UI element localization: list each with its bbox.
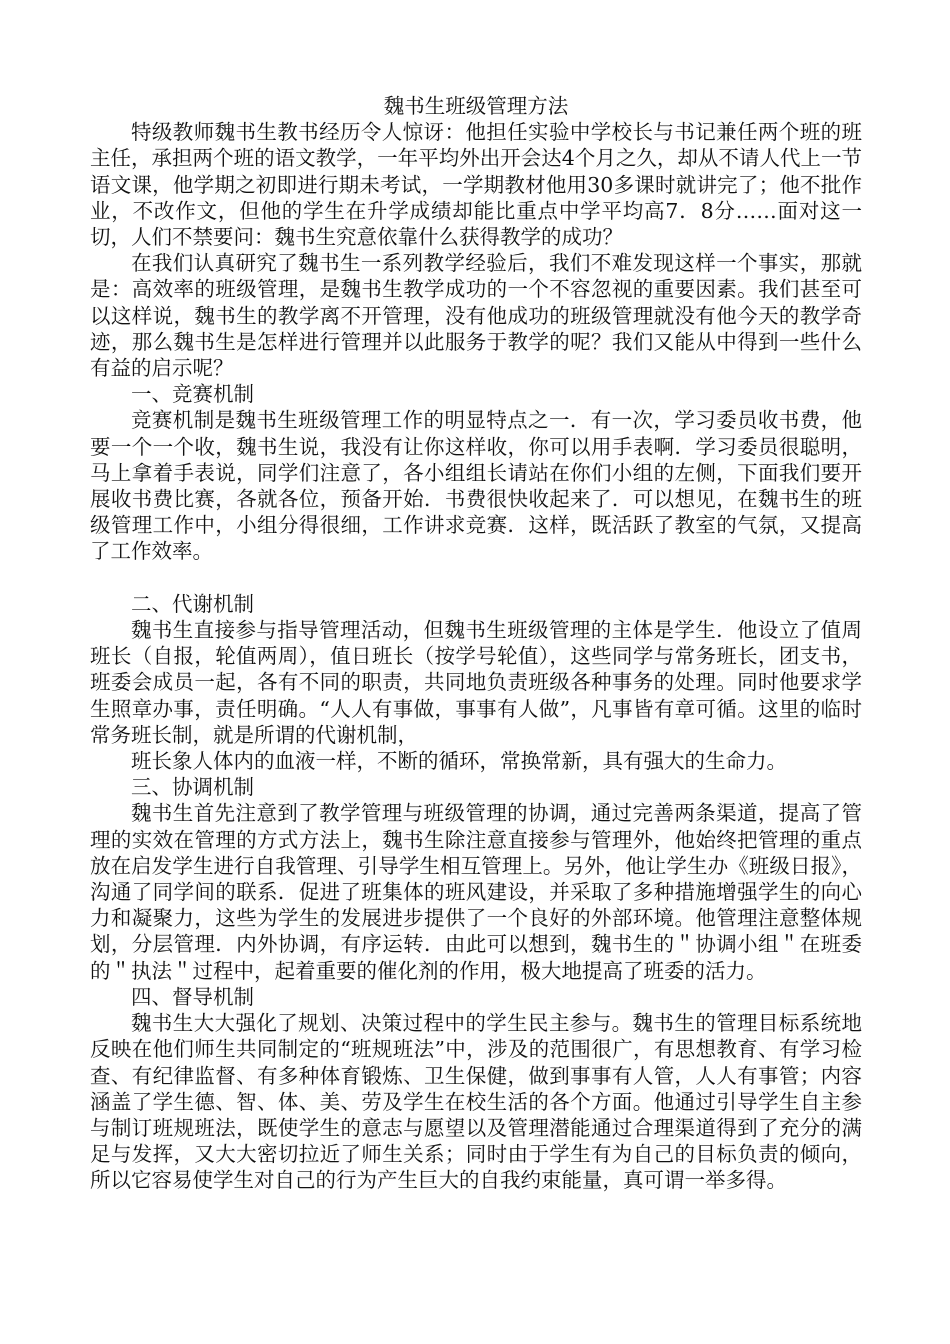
- blank-line: [90, 565, 862, 591]
- intro-paragraph-1: 特级教师魏书生教书经历令人惊讶：他担任实验中学校长与书记兼任两个班的班主任，承担两个班的语文教学，一年平均外出开会达4个月之久，却从不请人代上一节语文课，他学期之初即进行期未考试，一学期教材他用30多课时就讲完了；他不批作业，不改作文，但他的学生在升学成绩却能比重点中学平均高7．8分……面对这一切，人们不禁要问：魏书生究意依靠什么获得教学的成功？: [90, 120, 862, 250]
- section-metabolism-paragraph-2: 班长象人体内的血液一样，不断的循环，常换常新，具有强大的生命力。: [131, 749, 787, 774]
- section-competition-paragraph-1: 竞赛机制是魏书生班级管理工作的明显特点之一．有一次，学习委员收书费，他要一个一个收，魏书生说，我没有让你这样收，你可以用手表啊．学习委员很聪明，马上拿着手表说，同学们注意了，各小组组长请站在你们小组的左侧，下面我们要开展收书费比赛，各就各位，预备开始．书费很快收起来了．可以想见，在魏书生的班级管理工作中，小组分得很细，工作讲求竞赛．这样，既活跃了教室的气氛，又提高了工作效率。: [90, 408, 862, 564]
- section-supervision-paragraph-1: 魏书生大大强化了规划、决策过程中的学生民主参与。魏书生的管理目标系统地反映在他们师生共同制定的“班规班法”中，涉及的范围很广，有思想教育、有学习检查、有纪律监督、有多种体育锻炼、卫生保健，做到事事有人管，人人有事管；内容涵盖了学生德、智、体、美、劳及学生在校生活的各个方面。他通过引导学生自主参与制订班规班法，既使学生的意志与愿望以及管理潜能通过合理渠道得到了充分的满足与发挥，又大大密切拉近了师生关系；同时由于学生有为自己的目标负责的倾向，所以它容易使学生对自己的行为产生巨大的自我约束能量，真可谓一举多得。: [90, 1011, 862, 1193]
- section-metabolism-paragraph-1: 魏书生直接参与指导管理活动，但魏书生班级管理的主体是学生．他设立了值周班长（自报，轮值两周），值日班长（按学号轮值），这些同学与常务班长，团支书，班委会成员一起，各有不同的职责，共同地负责班级各种事务的处理。同时他要求学生照章办事，责任明确。“人人有事做，事事有人做”，凡事皆有章可循。这里的临时常务班长制，就是所谓的代谢机制，: [90, 618, 862, 747]
- document-title: 魏书生班级管理方法: [383, 94, 569, 118]
- section-heading-supervision: 四、督导机制: [131, 984, 254, 1009]
- document-page: [90, 93, 862, 1194]
- section-heading-metabolism: 二、代谢机制: [131, 591, 254, 616]
- section-heading-competition: 一、竞赛机制: [131, 382, 254, 407]
- intro-paragraph-2: 在我们认真研究了魏书生一系列教学经验后，我们不难发现这样一个事实，那就是：高效率的班级管理，是魏书生教学成功的一个不容忽视的重要因素。我们甚至可以这样说，魏书生的教学离不开管理，没有他成功的班级管理就没有他今天的教学奇迹，那么魏书生是怎样进行管理并以此服务于教学的呢？我们又能从中得到一些什么有益的启示呢？: [90, 251, 862, 381]
- section-heading-coordination: 三、协调机制: [131, 775, 254, 800]
- section-coordination-paragraph-1: 魏书生首先注意到了教学管理与班级管理的协调，通过完善两条渠道，提高了管理的实效在管理的方式方法上，魏书生除注意直接参与管理外，他始终把管理的重点放在启发学生进行自我管理、引导学生相互管理上。另外，他让学生办《班级日报》，沟通了同学间的联系．促进了班集体的班风建设，并采取了多种措施增强学生的向心力和凝聚力，这些为学生的发展进步提供了一个良好的外部环境。他管理注意整体规划，分层管理．内外协调，有序运转．由此可以想到，魏书生的＂协调小组＂在班委的＂执法＂过程中，起着重要的催化剂的作用，极大地提高了班委的活力。: [90, 801, 862, 983]
